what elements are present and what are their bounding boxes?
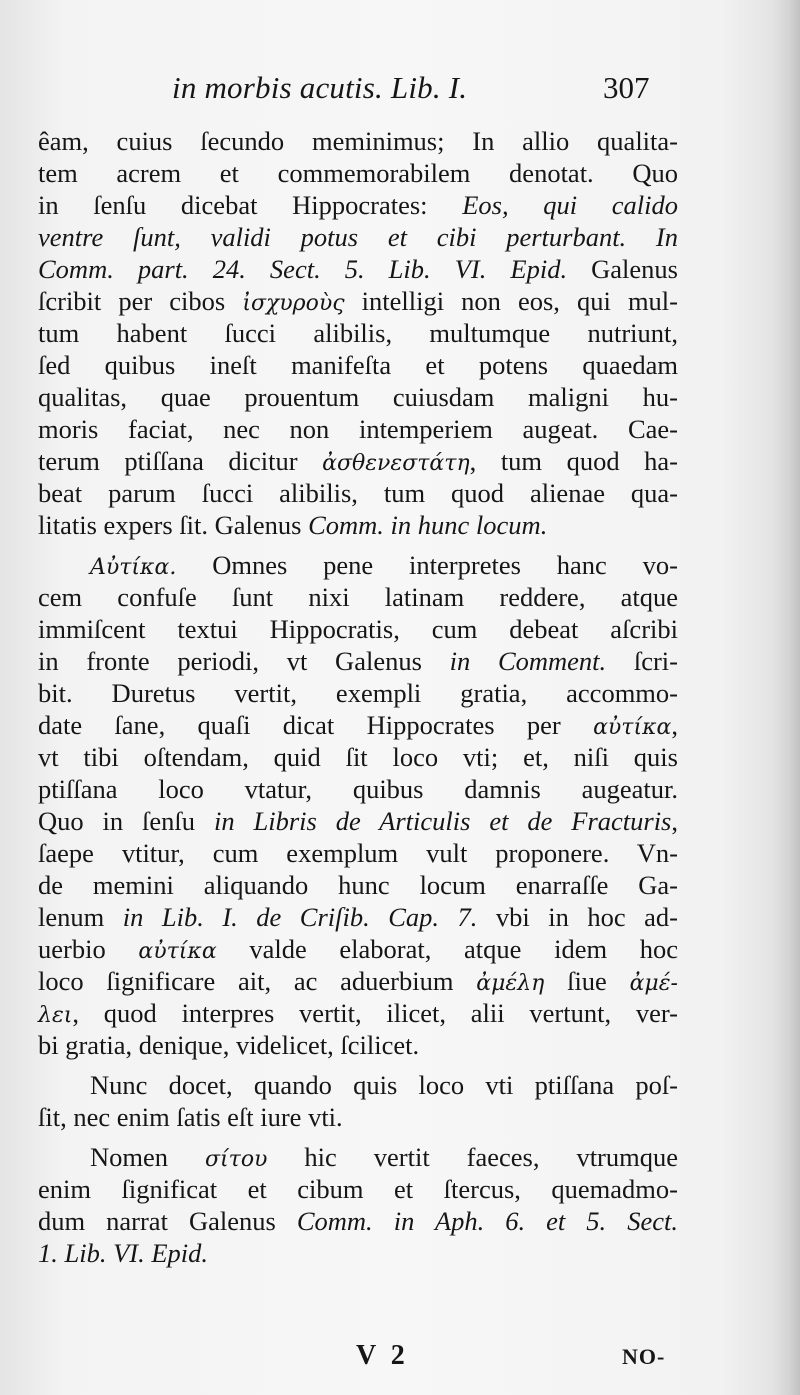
text-segment: ptiſſana loco vtatur, quibus damnis augeatur.	[38, 774, 678, 804]
text-segment: ,	[671, 710, 678, 740]
greek-word: αὐτίκα	[138, 939, 217, 964]
italic-text: ventre ſunt, validi potus et cibi perturbant. In	[38, 222, 678, 252]
text-segment: tem acrem et commemorabilem denotat. Quo	[38, 158, 678, 188]
greek-word: ἀμέλη	[476, 971, 545, 996]
text-line	[38, 1141, 678, 1173]
text-segment: de memini aliquando hunc locum enarraſſe Ga-	[38, 870, 678, 900]
text-segment: ſit, nec enim ſatis eſt iure vti.	[38, 1102, 343, 1132]
page-footer	[0, 1340, 800, 1380]
text-segment: ſaepe vtitur, cum exemplum vult proponere. Vn-	[38, 838, 678, 868]
italic-text: Eos, qui calido	[462, 190, 678, 220]
text-segment: hic vertit faeces, vtrumque	[267, 1142, 679, 1172]
text-segment: Nomen	[90, 1142, 205, 1172]
text-line	[38, 709, 678, 741]
page-edge-shadow	[772, 0, 800, 1395]
text-segment: vt tibi oſtendam, quid ſit loco vti; et, niſi quis	[38, 742, 678, 772]
text-line	[38, 549, 678, 581]
text-segment: date ſane, quaſi dicat Hippocrates per	[38, 710, 594, 740]
text-segment: ſcribit per cibos	[38, 286, 243, 316]
text-line	[38, 741, 678, 773]
text-line	[38, 901, 678, 933]
text-line	[38, 1101, 678, 1133]
text-line	[38, 677, 678, 709]
italic-text: in Comment.	[449, 646, 607, 676]
running-title: in morbis acutis. Lib. I.	[172, 70, 468, 105]
greek-word: αὐτίκα	[593, 715, 672, 740]
paragraph	[38, 549, 678, 1061]
paragraph-gap	[38, 1061, 678, 1069]
greek-word: λει	[38, 1003, 73, 1028]
text-line	[38, 157, 678, 189]
paragraph-gap	[38, 1133, 678, 1141]
italic-text: in Libris de Articulis et de Fracturis	[213, 806, 672, 836]
text-line	[38, 869, 678, 901]
italic-text: 1. Lib. VI. Epid.	[38, 1238, 209, 1268]
greek-word: ἰσχυροὺς	[242, 291, 345, 316]
text-line	[38, 805, 678, 837]
text-line	[38, 645, 678, 677]
signature-mark: V 2	[356, 1340, 409, 1371]
italic-text: Comm. in hunc locum.	[308, 510, 548, 540]
greek-word: σίτου	[205, 1147, 268, 1172]
page-number: 307	[603, 70, 650, 105]
text-line	[38, 773, 678, 805]
text-line	[38, 1069, 678, 1101]
text-segment: ſed quibus ineſt manifeſta et potens quaedam	[38, 350, 678, 380]
text-segment: Nunc docet, quando quis loco vti ptiſſana poſ-	[90, 1070, 678, 1100]
text-line	[38, 509, 678, 541]
text-segment: terum ptiſſana dicitur	[38, 446, 323, 476]
text-segment: Quo in ſenſu	[38, 806, 214, 836]
text-segment: enim ſignificat et cibum et ſtercus, quemadmo-	[38, 1174, 678, 1204]
text-segment: loco ſignificare ait, ac aduerbium	[38, 966, 477, 996]
text-line	[38, 997, 678, 1029]
greek-word: Αὐτίκα.	[90, 555, 177, 580]
text-segment: , quod interpres vertit, ilicet, alii vertunt, ver-	[72, 998, 678, 1028]
text-line	[38, 221, 678, 253]
paragraph-gap	[38, 541, 678, 549]
text-line	[38, 581, 678, 613]
text-line	[38, 285, 678, 317]
italic-text: in Lib. I. de Criſib. Cap. 7.	[122, 902, 478, 932]
text-line	[38, 317, 678, 349]
text-segment: uerbio	[38, 934, 139, 964]
italic-text: Comm. part. 24. Sect. 5. Lib. VI. Epid.	[38, 254, 568, 284]
italic-text: Comm. in Aph. 6. et 5. Sect.	[296, 1206, 678, 1236]
text-segment: Omnes pene interpretes hanc vo-	[176, 550, 678, 580]
text-segment: moris faciat, nec non intemperiem augeat. Cae-	[38, 414, 678, 444]
greek-word: ἀσθενεστάτη	[322, 451, 470, 476]
text-line	[38, 1029, 678, 1061]
text-segment: lenum	[38, 902, 123, 932]
paragraph	[38, 1141, 678, 1269]
text-segment: beat parum ſucci alibilis, tum quod alienae qua-	[38, 478, 678, 508]
text-segment: Galenus	[567, 254, 678, 284]
text-line	[38, 253, 678, 285]
text-segment: litatis expers ſit. Galenus	[38, 510, 309, 540]
text-segment: in ſenſu dicebat Hippocrates:	[38, 190, 463, 220]
text-line	[38, 125, 678, 157]
greek-word: ἀμέ-	[629, 971, 678, 996]
text-line	[38, 1173, 678, 1205]
text-line	[38, 613, 678, 645]
text-segment: vbi in hoc ad-	[477, 902, 678, 932]
text-line	[38, 349, 678, 381]
paragraph	[38, 1069, 678, 1133]
text-line	[38, 1205, 678, 1237]
text-segment: valde elaborat, atque idem hoc	[216, 934, 679, 964]
paragraph	[38, 125, 678, 541]
catchword: NO-	[622, 1344, 666, 1369]
text-segment: immiſcent textui Hippocratis, cum debeat aſcribi	[38, 614, 678, 644]
text-line	[38, 965, 678, 997]
text-segment: ſcri-	[606, 646, 678, 676]
text-segment: cem confuſe ſunt nixi latinam reddere, atque	[38, 582, 678, 612]
text-segment: qualitas, quae prouentum cuiusdam maligni hu-	[38, 382, 678, 412]
text-line	[38, 837, 678, 869]
text-segment: in fronte periodi, vt Galenus	[38, 646, 450, 676]
text-segment: bi gratia, denique, videlicet, ſcilicet.	[38, 1030, 420, 1060]
text-line	[38, 381, 678, 413]
text-line	[38, 445, 678, 477]
text-line	[38, 1237, 678, 1269]
text-segment: tum habent ſucci alibilis, multumque nutriunt,	[38, 318, 678, 348]
text-segment: êam, cuius ſecundo meminimus; In allio qualita-	[38, 126, 678, 156]
text-line	[38, 933, 678, 965]
text-line	[38, 189, 678, 221]
text-segment: intelligi non eos, qui mul-	[344, 286, 678, 316]
text-segment: ſiue	[544, 966, 630, 996]
text-segment: , tum quod ha-	[469, 446, 678, 476]
text-segment: dum narrat Galenus	[38, 1206, 297, 1236]
text-line	[38, 477, 678, 509]
text-line	[38, 413, 678, 445]
text-body	[38, 125, 678, 1269]
text-segment: ,	[671, 806, 678, 836]
text-segment: bit. Duretus vertit, exempli gratia, accommo-	[38, 678, 678, 708]
page-header	[0, 70, 800, 116]
